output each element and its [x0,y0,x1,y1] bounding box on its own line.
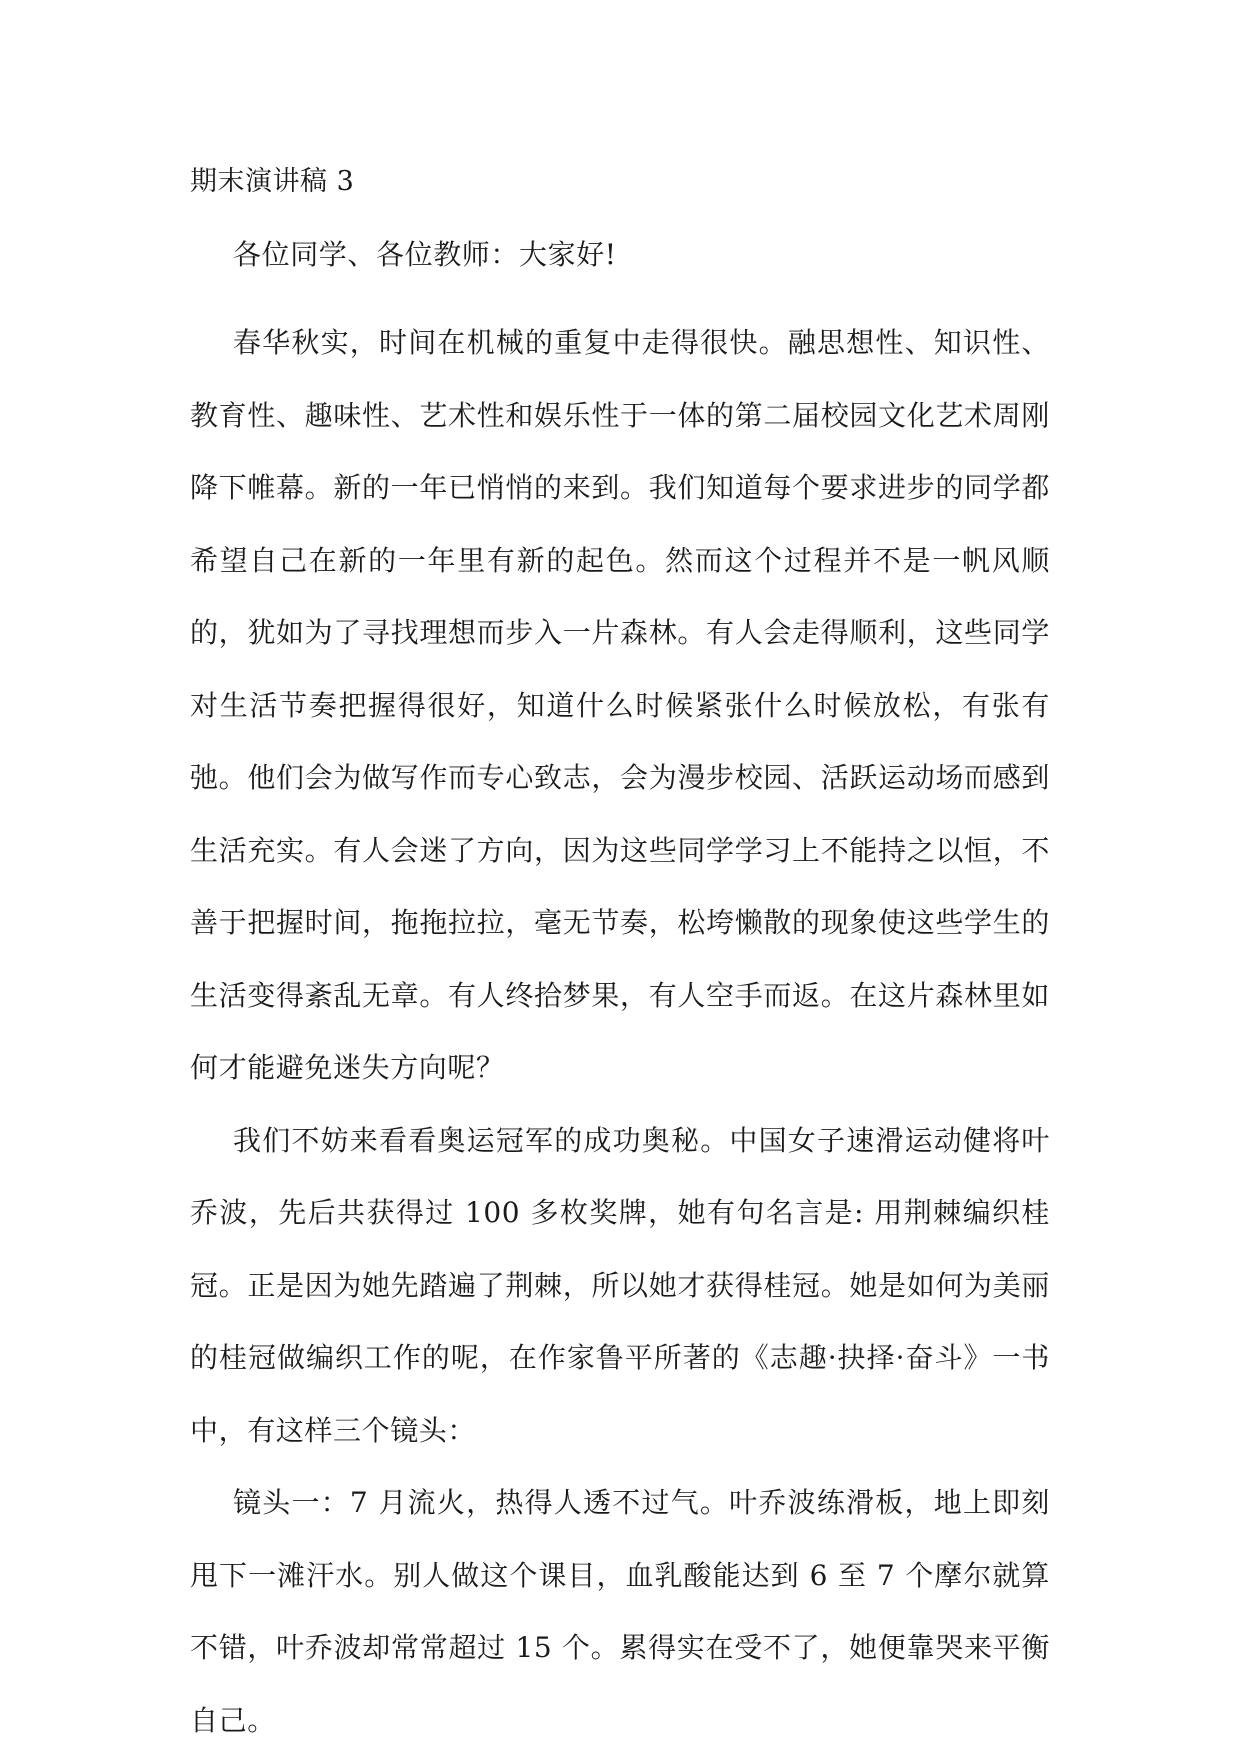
intro-paragraph: 春华秋实，时间在机械的重复中走得很快。融思想性、知识性、教育性、趣味性、艺术性和娱乐性于一体的第二届校园文化艺术周刚降下帷幕。新的一年已悄悄的来到。我们知道每个要求进步的同学都希望自己在新的一年里有新的起色。然而这个过程并不是一帆风顺的，犹如为了寻找理想而步入一片森林。有人会走得顺利，这些同学对生活节奏把握得很好，知道什么时候紧张什么时候放松，有张有弛。他们会为做写作而专心致志，会为漫步校园、活跃运动场而感到生活充实。有人会迷了方向，因为这些同学学习上不能持之以恒，不善于把握时间，拖拖拉拉，毫无节奏，松垮懒散的现象使这些学生的生活变得紊乱无章。有人终拾梦果，有人空手而返。在这片森林里如何才能避免迷失方向呢？ [190,326,1050,1084]
document-body [190,162,1050,1757]
greeting-paragraph: 各位同学、各位教师：大家好! [233,238,617,271]
scene-one-paragraph: 镜头一：7 月流火，热得人透不过气。叶乔波练滑板，地上即刻甩下一滩汗水。别人做这个课目，血乳酸能达到 6 至 7 个摩尔就算不错，叶乔波却常常超过 15 个。累得实在受不了，她便靠哭来平衡自己。 [190,1486,1050,1737]
document-title: 期末演讲稿 3 [190,166,355,197]
olympic-paragraph: 我们不妨来看看奥运冠军的成功奥秘。中国女子速滑运动健将叶乔波，先后共获得过 100 多枚奖牌，她有句名言是: 用荆棘编织桂冠。正是因为她先踏遍了荆棘，所以她才获得桂冠。她是如何为美丽的桂冠做编织工作的呢，在作家鲁平所著的《志趣·抉择·奋斗》一书中，有这样三个镜头： [190,1123,1050,1447]
